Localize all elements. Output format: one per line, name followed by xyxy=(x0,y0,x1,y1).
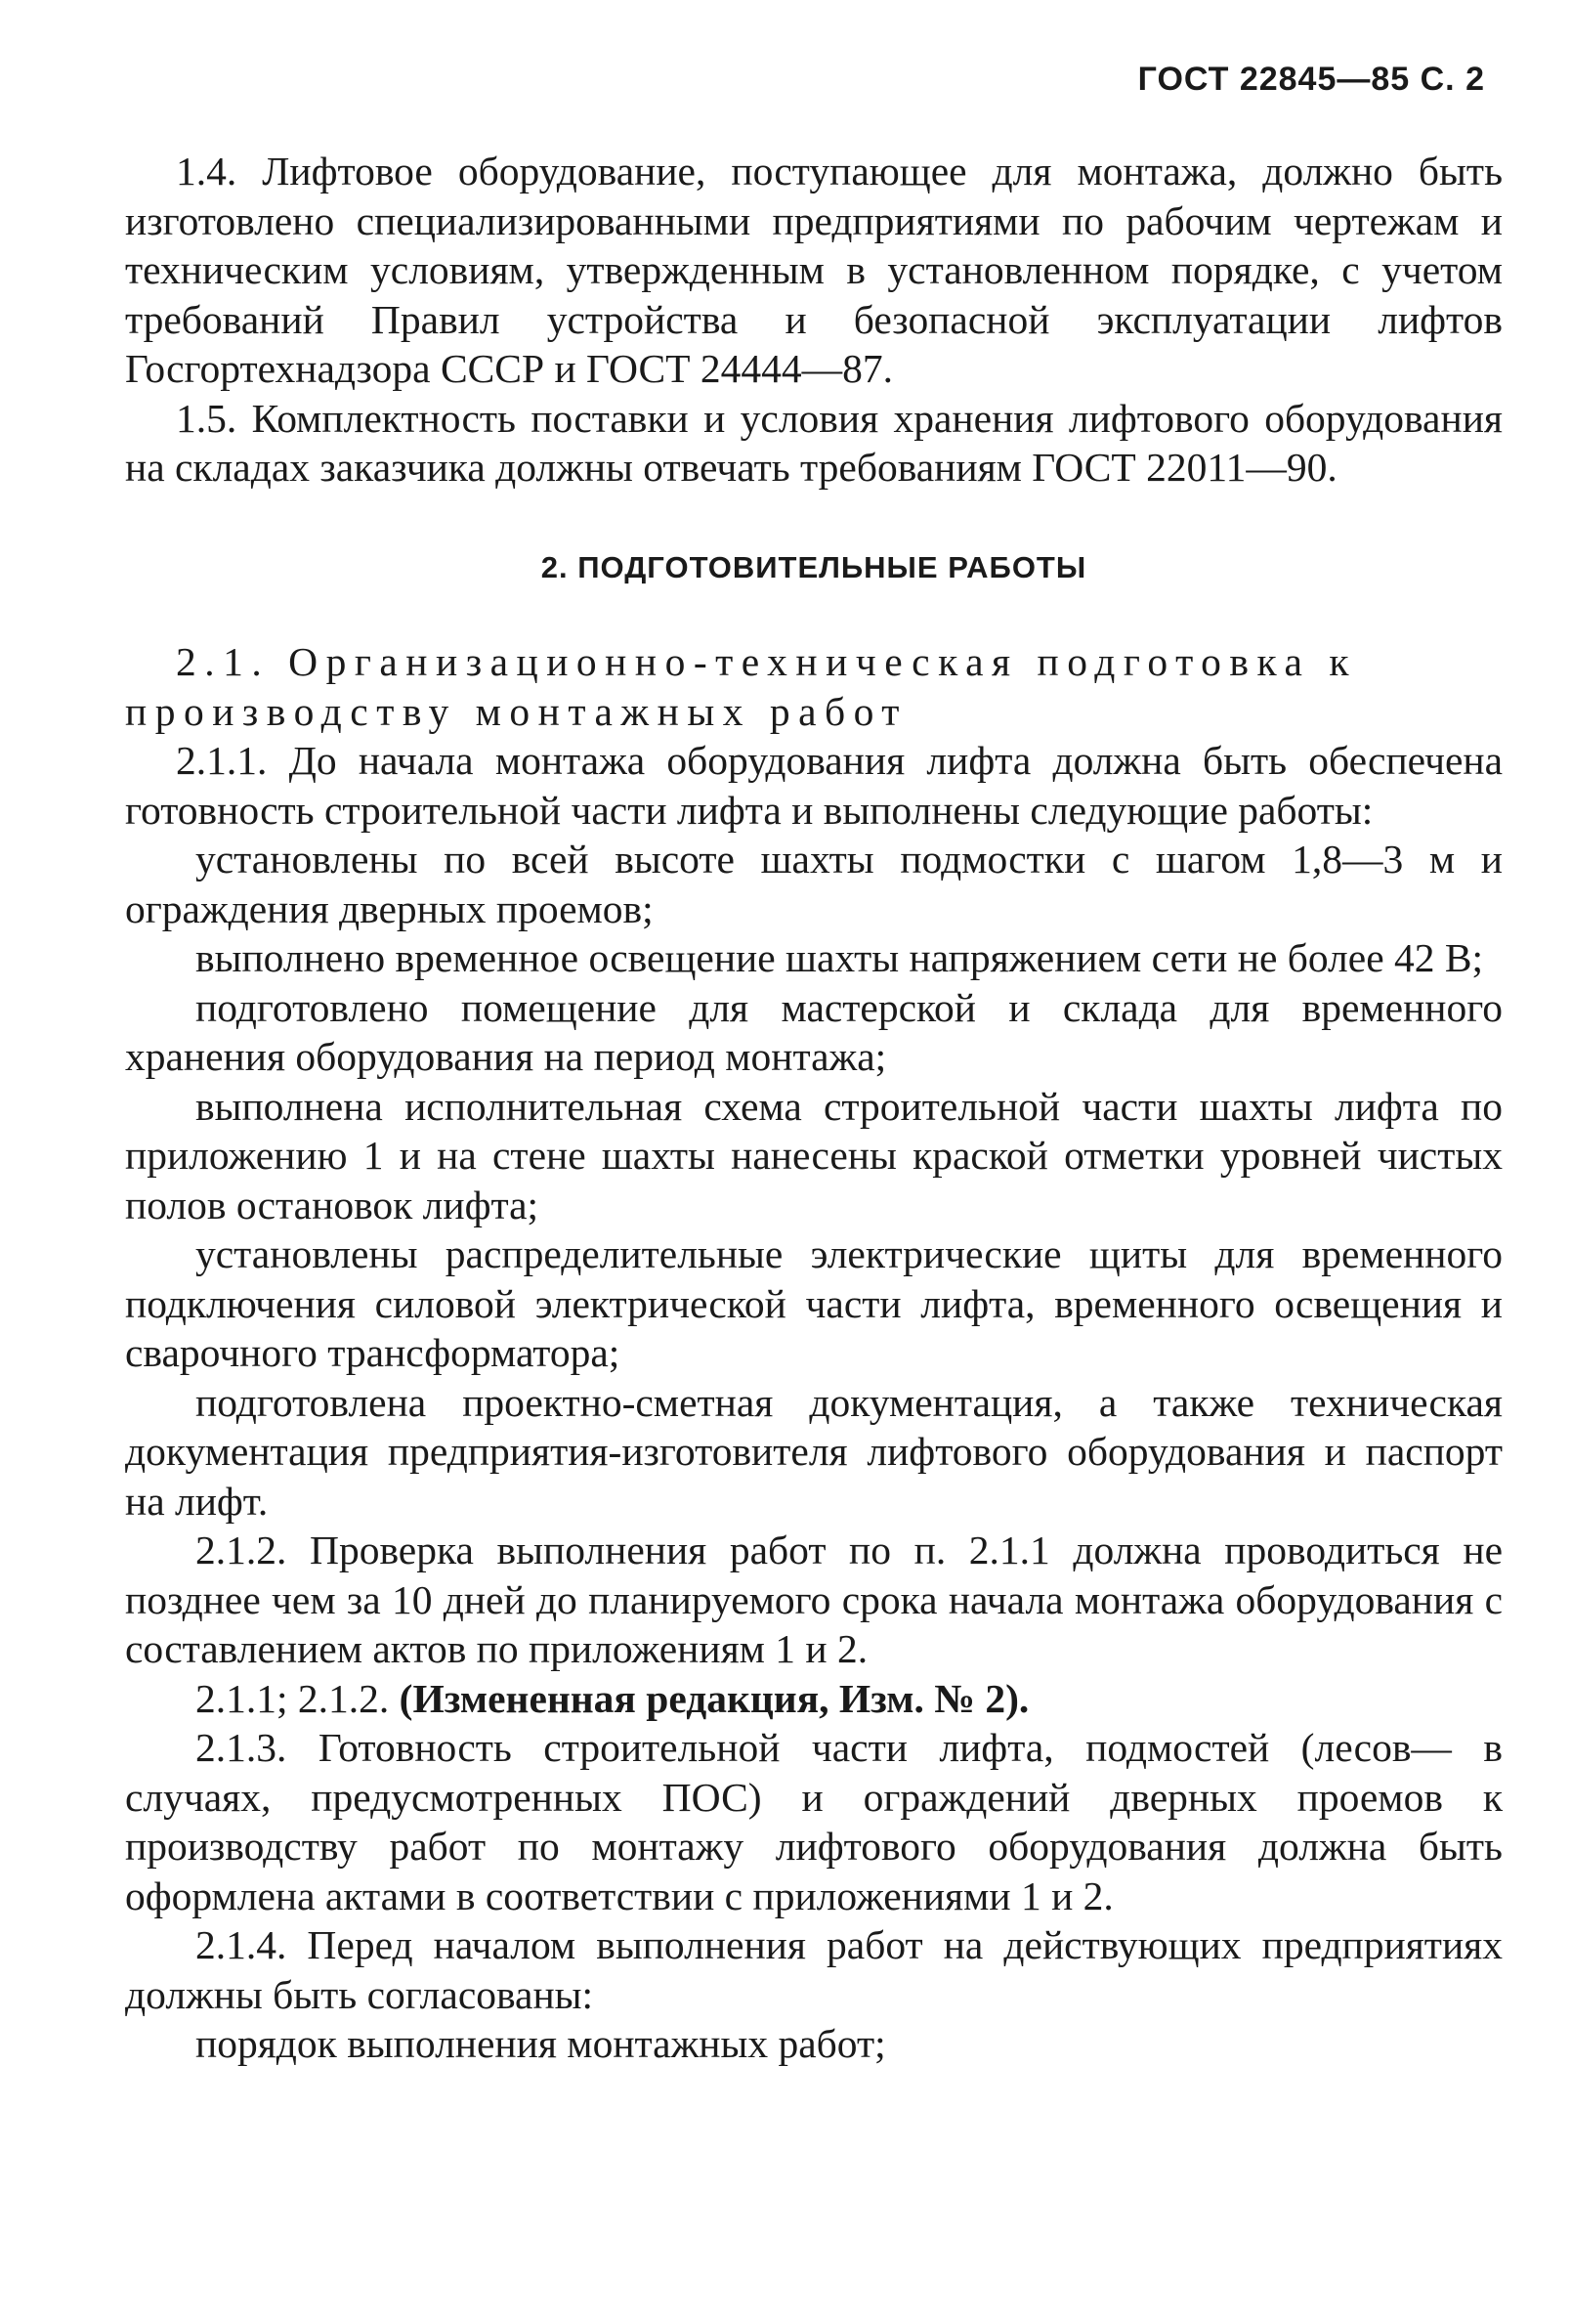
list-item: подготовлено помещение для мастерской и склада для временного хранения оборудования на период монтажа; xyxy=(125,984,1503,1079)
paragraph-1-5: 1.5. Комплектность поставки и условия хранения лифтового оборудования на складах заказчика должны отвечать требованиям ГОСТ 22011—90. xyxy=(125,395,1503,490)
list-item: установлены по всей высоте шахты подмостки с шагом 1,8—3 м и ограждения дверных проемов; xyxy=(125,837,1503,931)
section-title: 2. ПОДГОТОВИТЕЛЬНЫЕ РАБОТЫ xyxy=(540,549,1087,584)
amendment-text: (Измененная редакция, Изм. № 2). xyxy=(399,1675,1030,1721)
amendment-prefix: 2.1.1; 2.1.2. xyxy=(195,1675,400,1721)
paragraph-2-1-2: 2.1.2. Проверка выполнения работ по п. 2.1.1 должна проводиться не позднее чем за 10 дней до планируемого срока начала монтажа оборудования с составлением актов по приложениям 1 и 2. xyxy=(125,1528,1503,1671)
list-item: выполнена исполнительная схема строительной части шахты лифта по приложению 1 и на стене шахты нанесены краской отметки уровней чистых полов остановок лифта; xyxy=(125,1083,1503,1227)
document-body xyxy=(125,147,1503,2069)
list-item: порядок выполнения монтажных работ; xyxy=(195,2021,886,2066)
amendment-note xyxy=(125,1674,1503,1724)
list-item: установлены распределительные электрические щиты для временного подключения силовой электрической части лифта, временного освещения и сварочного трансформатора; xyxy=(125,1231,1503,1375)
list-item: выполнено временное освещение шахты напряжением сети не более 42 В; xyxy=(195,935,1484,980)
paragraph-2-1-1: 2.1.1. До начала монтажа оборудования лифта должна быть обеспечена готовность строительной части лифта и выполнены следующие работы: xyxy=(125,738,1503,833)
paragraph-2-1-3: 2.1.3. Готовность строительной части лифта, подмостей (лесов— в случаях, предусмотренных ПОС) и ограждений дверных проемов к производству работ по монтажу лифтового оборудования должна быть оформлена актами в соответствии с приложениями 1 и 2. xyxy=(125,1725,1503,1918)
running-header: ГОСТ 22845—85 С. 2 xyxy=(1137,61,1485,98)
paragraph-2-1-4: 2.1.4. Перед началом выполнения работ на действующих предприятиях должны быть согласованы: xyxy=(125,1922,1503,2017)
list-item: подготовлена проектно-сметная документация, а также техническая документация предприятия-изготовителя лифтового оборудования и паспорт на лифт. xyxy=(125,1379,1503,1524)
paragraph-1-4: 1.4. Лифтовое оборудование, поступающее для монтажа, должно быть изготовлено специализированными предприятиями по рабочим чертежам и техническим условиям, утвержденным в установленном порядке, с учетом требований Правил устройства и безопасной эксплуатации лифтов Госгортехнадзора СССР и ГОСТ 24444—87. xyxy=(125,149,1503,391)
subsection-heading: 2.1. Организационно-техническая подготовка к производству монтажных работ xyxy=(125,639,1358,734)
